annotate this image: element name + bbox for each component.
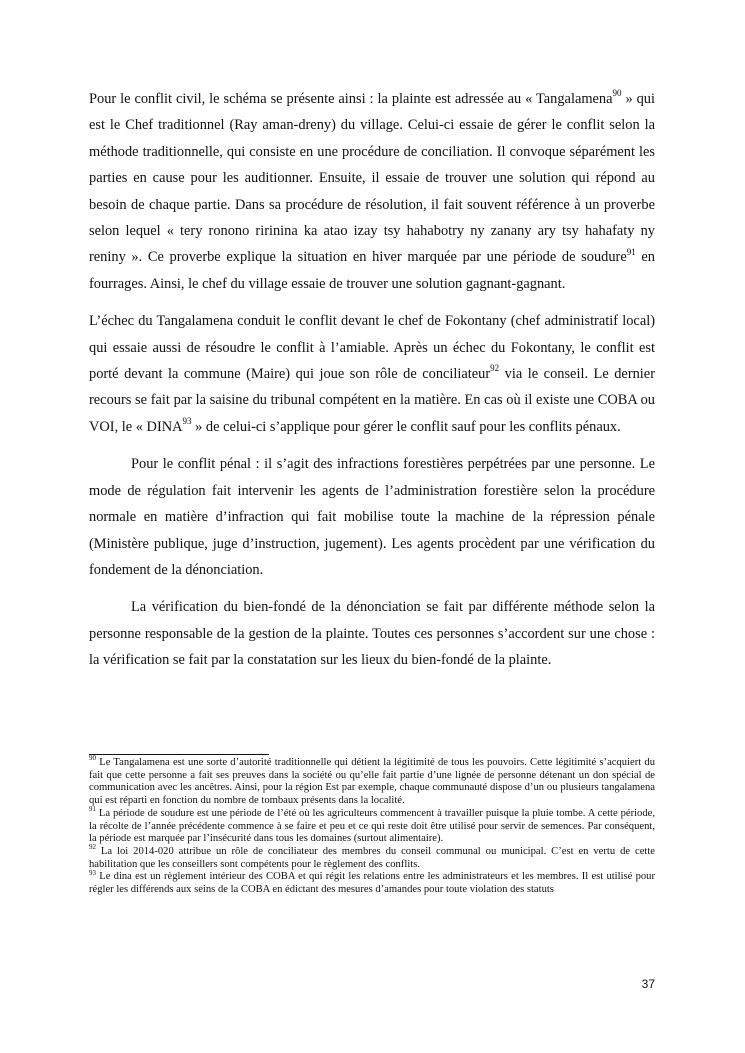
paragraph-tangalamena-failure: [89, 308, 655, 440]
footnote-text: Le dina est un règlement intérieur des COBA et qui régit les relations entre les administrateurs et les membres. Il est utilisé pour régler les différends aux seins de la COBA en édictant des mesures d’amandes pour toute violation des statuts: [89, 871, 655, 896]
paragraph-text: La vérification du bien-fondé de la dénonciation se fait par différente méthode selon la personne responsable de la gestion de la plainte. Toutes ces personnes s’accordent sur une chose : la vérification se fait par la constatation sur les lieux du bien-fondé de la plainte.: [89, 599, 655, 669]
footnote-number: 90: [89, 754, 96, 763]
paragraph-text: » qui est le Chef traditionnel (Ray aman-dreny) du village. Celui-ci essaie de gérer le conflit selon la méthode traditionnelle, qui consiste en une procédure de conciliation. Il convoque séparément les parties en cause pour les auditionner. Ensuite, il essaie de trouver une solution qui répond au besoin de chaque partie. Dans sa procédure de résolution, il fait souvent référence à un proverbe selon lequel « tery ronono ririnina ka atao izay tsy hahabotry ny zanany ary tsy hahafaty ny reniny ». Ce proverbe explique la situation en hiver marquée par une période de soudure: [89, 91, 655, 266]
body-text: [89, 86, 655, 674]
footnote-ref-90: 90: [612, 88, 622, 99]
footnote-93: [89, 868, 655, 896]
footnote-number: 91: [89, 805, 96, 814]
footnote-92: [89, 843, 655, 871]
footnote-ref-92: 92: [490, 363, 500, 374]
paragraph-penal-conflict: [89, 451, 655, 583]
paragraph-text: L’échec du Tangalamena conduit le conflit devant le chef de Fokontany (chef administratif local) qui essaie aussi de résoudre le conflit à l’amiable. Après un échec du Fokontany, le conflit est porté devant la commune (Maire) qui joue son rôle de conciliateur: [89, 313, 655, 383]
footnote-ref-91: 91: [626, 246, 636, 257]
footnote-number: 93: [89, 868, 96, 877]
footnote-separator: [89, 754, 269, 755]
paragraph-civil-conflict: [89, 86, 655, 297]
paragraph-text: Pour le conflit pénal : il s’agit des infractions forestières perpétrées par une personne. Le mode de régulation fait intervenir les agents de l’administration forestière selon la procédure normale en matière d’infraction qui fait mobilise toute la machine de la répression pénale (Ministère publique, juge d’instruction, jugement). Les agents procèdent par une vérification du fondement de la dénonciation.: [89, 456, 655, 578]
footnote-90: [89, 754, 655, 808]
page-number: 37: [641, 977, 655, 991]
footnote-text: La période de soudure est une période de l’été où les agriculteurs commencent à travailler puisque la pluie tombe. A cette période, la récolte de l’année précédente commence à se faire et peu et ce qui reste doit être utilisé pour servir de semences. Par conséquent, la période est marquée par l’insécurité dans tous les domaines (surtout alimentaire).: [89, 807, 655, 845]
footnote-text: La loi 2014-020 attribue un rôle de conciliateur des membres du conseil communal ou municipal. C’est en vertu de cette habilitation que les conseillers sont compétents pour le règlement des conflits.: [89, 845, 655, 870]
footnote-number: 92: [89, 843, 96, 852]
footnote-91: [89, 805, 655, 846]
paragraph-verification: [89, 594, 655, 673]
footnotes: [89, 754, 655, 897]
paragraph-text: » de celui-ci s’applique pour gérer le conflit sauf pour les conflits pénaux.: [191, 418, 621, 435]
paragraph-text: via le conseil. Le dernier recours se fait par la saisine du tribunal compétent en la matière. En cas où il existe une COBA ou VOI, le « DINA: [89, 366, 655, 435]
paragraph-text: en fourrages. Ainsi, le chef du village essaie de trouver une solution gagnant-gagnant.: [89, 249, 655, 292]
footnote-text: Le Tangalamena est une sorte d’autorité traditionnelle qui détient la légitimité de tous les pouvoirs. Cette légitimité s’acquiert du fait que cette personne a fait ses preuves dans la société ou qu’elle fait partie d’une lignée de personne détenant un don spécial de communication avec les ancêtres. Ainsi, pour la région Est par exemple, chaque communauté dispose d’un ou plusieurs tangalamena qui est réparti en fonction du nombre de tombaux présents dans la localité.: [89, 757, 655, 807]
paragraph-text: Pour le conflit civil, le schéma se présente ainsi : la plainte est adressée au « Tangalamena: [89, 91, 613, 107]
footnote-ref-93: 93: [182, 416, 192, 427]
